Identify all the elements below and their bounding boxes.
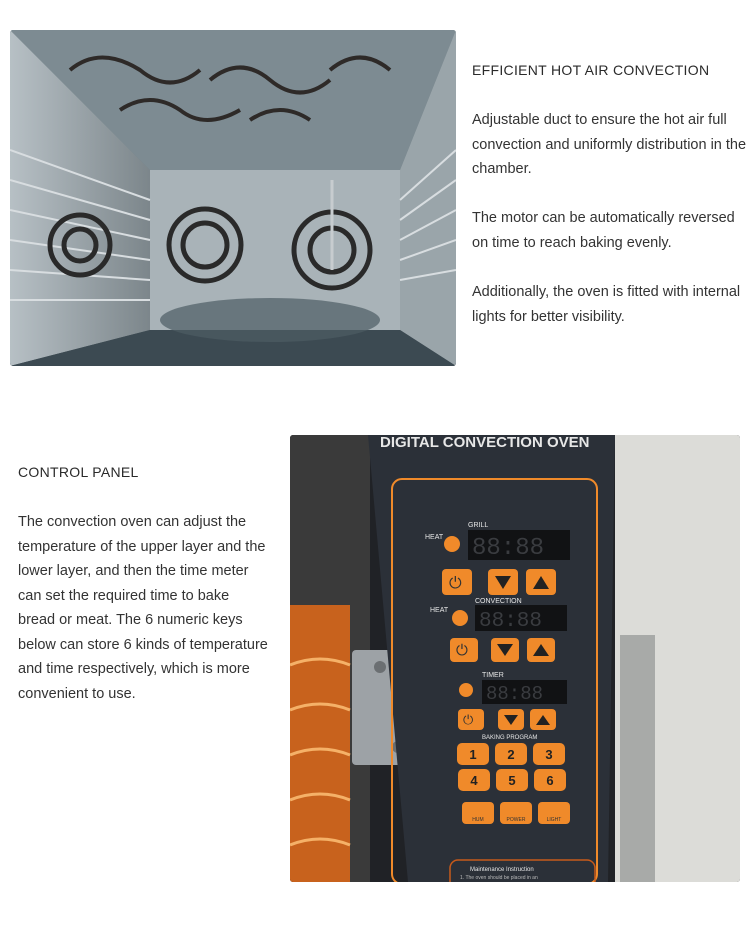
control-panel-photo	[290, 435, 740, 882]
heat-label-convection: HEAT	[430, 607, 449, 614]
panel-title: DIGITAL CONVECTION OVEN	[380, 435, 590, 451]
power-icon: ⏻	[449, 575, 462, 592]
fan-icon	[452, 610, 468, 626]
grill-label: GRILL	[468, 522, 489, 529]
program-key-4-label: 4	[470, 773, 478, 788]
convection-paragraph-2: The motor can be automatically reversed on time to reach baking evenly.	[472, 210, 735, 251]
power-icon: ⏻	[456, 642, 468, 659]
section-heading-control-panel: CONTROL PANEL	[18, 464, 139, 480]
power-icon: ⏻	[463, 712, 474, 727]
program-key-3-label: 3	[545, 747, 553, 762]
convection-paragraph-3: Additionally, the oven is fitted with internal lights for better visibility.	[472, 284, 741, 325]
section-heading-convection: EFFICIENT HOT AIR CONVECTION	[472, 62, 710, 78]
convection-label: CONVECTION	[475, 598, 522, 605]
program-key-2-label: 2	[507, 747, 515, 762]
convection-paragraph-1: Adjustable duct to ensure the hot air full convection and uniformly distribution in the chamber.	[472, 112, 747, 177]
grill-display-digits: 88:88	[472, 535, 545, 562]
program-key-5-label: 5	[508, 773, 516, 788]
oven-interior-photo	[10, 30, 456, 366]
clock-icon	[459, 683, 473, 697]
power-button-label: POWER	[506, 817, 526, 823]
program-key-6-label: 6	[546, 773, 554, 788]
maintenance-line: 1. The oven should be placed in an	[460, 875, 538, 881]
light-button-label: LIGHT	[546, 817, 562, 823]
control-panel-paragraph: The convection oven can adjust the temperature of the upper layer and the lower layer, and then the time meter can set the required time to bake bread or meat. The 6 numeric keys below can store 6 kinds of temperature and time respectively, which is more convenient to use.	[18, 514, 268, 702]
heat-grill-icon	[444, 536, 460, 552]
timer-label: TIMER	[482, 672, 504, 679]
program-key-1-label: 1	[469, 747, 477, 762]
baking-program-label: BAKING PROGRAM	[482, 735, 538, 741]
convection-display-digits: 88:88	[479, 610, 543, 633]
timer-display-digits: 88:88	[486, 683, 544, 705]
hum-button-label: HUM	[472, 817, 484, 823]
maintenance-title: Maintenance Instruction	[470, 867, 534, 873]
heat-label-grill: HEAT	[425, 534, 444, 541]
